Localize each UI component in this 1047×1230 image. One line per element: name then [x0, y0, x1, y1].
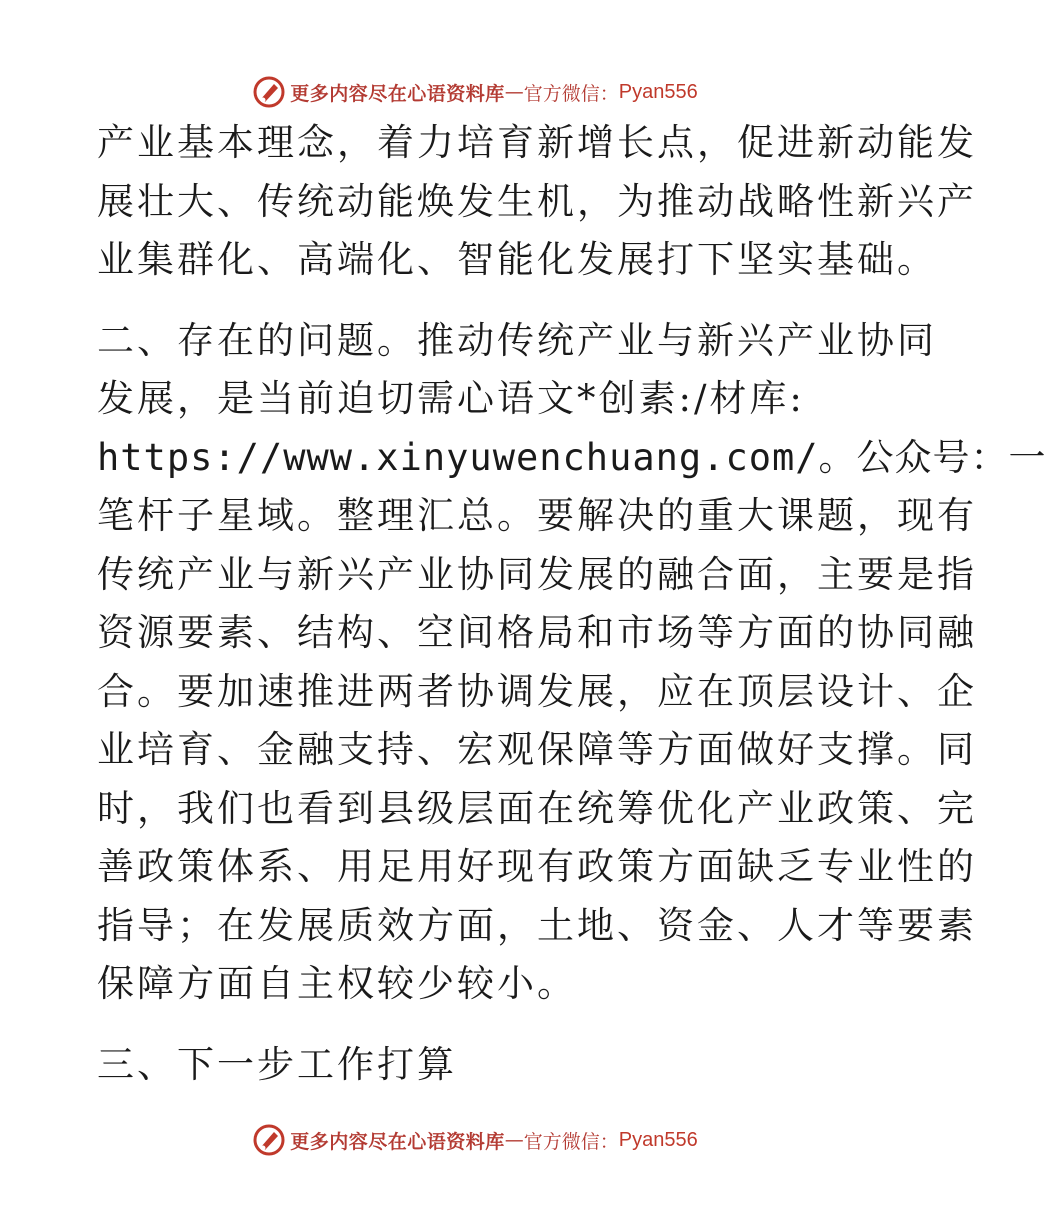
url-line: https://www.xinyuwenchuang.com/。公众号：一: [97, 435, 1047, 479]
watermark-dash: —: [504, 1129, 524, 1151]
text-line: 保障方面自主权较少较小。: [97, 962, 577, 1005]
text-line: 业培育、金融支持、宏观保障等方面做好支撑。同: [97, 728, 977, 771]
bottom-watermark-banner: [0, 1120, 950, 1160]
text-line: 传统产业与新兴产业协同发展的融合面，主要是指: [97, 552, 977, 596]
text-line: 产业基本理念，着力培育新增长点，促进新动能发: [97, 121, 977, 164]
section-heading-3: 三、下一步工作打算: [97, 1042, 457, 1086]
watermark-wechat-label: 官方微信：: [523, 1130, 619, 1153]
pen-logo-icon: [252, 75, 286, 109]
text-line: 笔杆子星域。整理汇总。要解决的重大课题，现有: [97, 494, 977, 537]
watermark-site-text: 更多内容尽在心语资料库: [290, 82, 505, 105]
text-line: 指导；在发展质效方面，土地、资金、人才等要素: [97, 903, 977, 947]
text-line: 合。要加速推进两者协调发展，应在顶层设计、企: [97, 669, 977, 713]
watermark-wechat-id: Pyan556: [618, 1128, 698, 1151]
watermark-site-text: 更多内容尽在心语资料库: [290, 1130, 505, 1153]
paragraph-2: [97, 312, 1047, 1014]
text-line: 资源要素、结构、空间格局和市场等方面的协同融: [97, 611, 977, 654]
document-body: [97, 114, 1047, 1094]
text-line: 时，我们也看到县级层面在统筹优化产业政策、完: [97, 786, 977, 830]
watermark-wechat-id: Pyan556: [618, 80, 698, 103]
pen-logo-icon: [252, 1123, 286, 1157]
text-line: 展壮大、传统动能焕发生机，为推动战略性新兴产: [97, 179, 977, 223]
text-line: 业集群化、高端化、智能化发展打下坚实基础。: [97, 238, 937, 281]
top-watermark-banner: [0, 72, 950, 112]
watermark-dash: —: [504, 81, 524, 103]
text-line: 发展，是当前迫切需心语文*创素:/材库:: [97, 377, 805, 420]
text-line: 善政策体系、用足用好现有政策方面缺乏专业性的: [97, 845, 977, 888]
paragraph-1: [97, 114, 977, 290]
section-heading-2: 二、存在的问题。推动传统产业与新兴产业协同: [97, 318, 937, 362]
watermark-wechat-label: 官方微信：: [523, 82, 619, 105]
